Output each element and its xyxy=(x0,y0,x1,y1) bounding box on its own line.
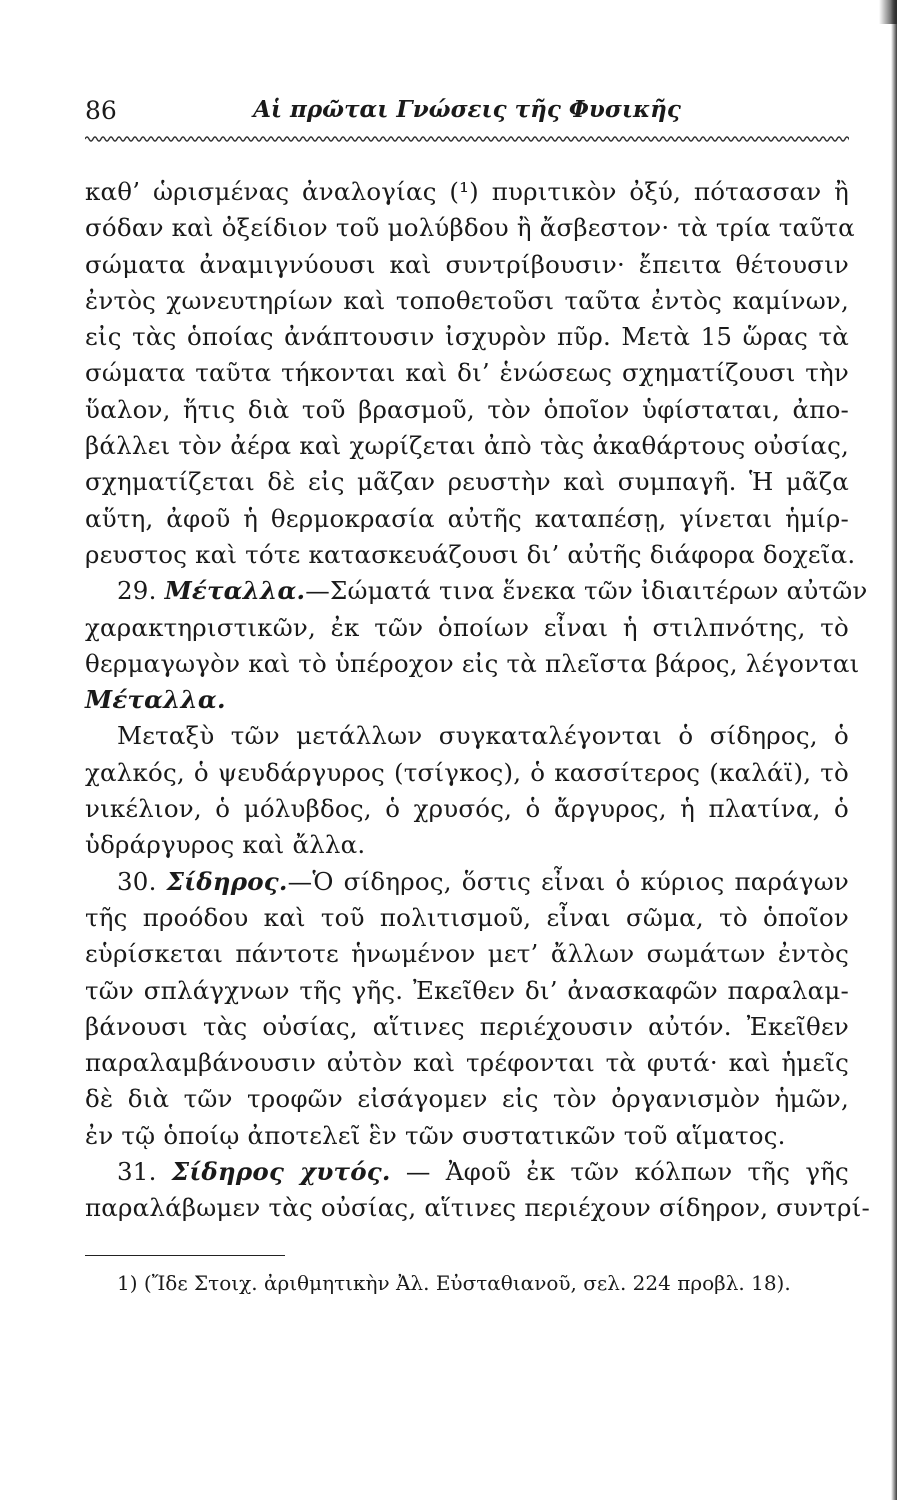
text-line xyxy=(85,682,849,718)
line-text: ὑδράργυρος καὶ ἄλλα. xyxy=(85,830,366,860)
section-heading: Μέταλλα. xyxy=(164,576,306,606)
line-text: σώματα ταῦτα τήκονται καὶ δι’ ἑνώσεως σχηματίζουσι τὴν xyxy=(85,358,849,388)
text-line xyxy=(85,573,868,609)
line-text: εἰς τὰς ὁποίας ἀνάπτουσιν ἰσχυρὸν πῦρ. Μετὰ 15 ὥρας τὰ xyxy=(85,322,849,352)
line-text: ὕαλον, ἥτις διὰ τοῦ βρασμοῦ, τὸν ὁποῖον ὑφίσταται, ἀπο- xyxy=(85,394,849,424)
line-text: — Ἀφοῦ ἐκ τῶν κόλπων τῆς γῆς xyxy=(390,1157,849,1187)
body-text xyxy=(85,174,870,1227)
wavy-header-rule xyxy=(85,134,849,144)
text-line xyxy=(85,755,849,791)
line-text: —Σώματά τινα ἕνεκα τῶν ἰδιαιτέρων αὐτῶν xyxy=(305,576,868,606)
line-text: βάλλει τὸν ἀέρα καὶ χωρίζεται ἀπὸ τὰς ἀκαθάρτους οὐσίας, xyxy=(85,431,849,461)
text-line xyxy=(85,1045,849,1081)
running-title: Αἱ πρῶται Γνώσεις τῆς Φυσικῆς xyxy=(253,96,681,123)
section-number: 30. xyxy=(117,866,157,896)
line-text: χαλκός, ὁ ψευδάργυρος (τσίγκος), ὁ κασσίτερος (καλάϊ), τὸ xyxy=(85,757,849,787)
text-line xyxy=(85,973,849,1009)
text-line xyxy=(85,1081,849,1117)
text-line xyxy=(85,247,849,283)
text-line xyxy=(85,864,849,900)
footnote-rule xyxy=(85,1255,285,1256)
book-page xyxy=(85,92,870,1298)
text-line xyxy=(85,827,849,863)
text-line xyxy=(85,718,849,754)
line-text: παραλαμβάνουσιν αὐτὸν καὶ τρέφονται τὰ φυτά· καὶ ἡμεῖς xyxy=(85,1048,849,1078)
text-line xyxy=(85,174,849,210)
line-text: τῆς προόδου καὶ τοῦ πολιτισμοῦ, εἶναι σῶμα, τὸ ὁποῖον xyxy=(85,902,849,932)
section-number: 29. xyxy=(117,576,157,606)
section-heading: Μέταλλα. xyxy=(85,685,226,715)
text-line xyxy=(85,900,849,936)
line-text: καθ’ ὡρισμένας ἀναλογίας (¹) πυριτικὸν ὀξύ, πότασσαν ἢ xyxy=(85,177,849,206)
text-line xyxy=(85,1009,849,1045)
section-heading: Σίδηρος χυτός. xyxy=(171,1157,391,1187)
line-text: παραλάβωμεν τὰς οὐσίας, αἵτινες περιέχουν σίδηρον, συντρί- xyxy=(85,1193,870,1223)
text-line xyxy=(85,791,849,827)
line-text: χαρακτηριστικῶν, ἐκ τῶν ὁποίων εἶναι ἡ στιλπνότης, τὸ xyxy=(85,612,849,642)
text-line xyxy=(85,355,849,391)
section-number: 31. xyxy=(117,1157,157,1187)
text-line xyxy=(85,646,860,682)
text-line xyxy=(85,1190,870,1226)
text-line xyxy=(85,1154,849,1190)
page-number: 86 xyxy=(85,96,117,125)
running-head xyxy=(85,92,849,132)
section-heading: Σίδηρος. xyxy=(166,866,288,896)
text-line xyxy=(85,1118,849,1154)
line-text: δὲ διὰ τῶν τροφῶν εἰσάγομεν εἰς τὸν ὀργανισμὸν ἡμῶν, xyxy=(85,1084,849,1114)
line-text: θερμαγωγὸν καὶ τὸ ὑπέροχον εἰς τὰ πλεῖστα βάρος, λέγονται xyxy=(85,648,860,678)
text-line xyxy=(85,210,855,246)
line-text: σώματα ἀναμιγνύουσι καὶ συντρίβουσιν· ἔπειτα θέτουσιν xyxy=(85,249,849,279)
text-line xyxy=(85,537,856,573)
line-text: σχηματίζεται δὲ εἰς μᾶζαν ρευστὴν καὶ συμπαγῆ. Ἡ μᾶζα xyxy=(85,467,849,497)
line-text: σόδαν καὶ ὀξείδιον τοῦ μολύβδου ἢ ἄσβεστον· τὰ τρία ταῦτα xyxy=(85,213,855,243)
text-line xyxy=(85,464,849,500)
line-text: νικέλιον, ὁ μόλυβδος, ὁ χρυσός, ὁ ἄργυρος, ἡ πλατίνα, ὁ xyxy=(85,794,849,824)
line-text: ρευστος καὶ τότε κατασκευάζουσι δι’ αὐτῆς διάφορα δοχεῖα. xyxy=(85,539,856,569)
text-line xyxy=(85,936,849,972)
text-line xyxy=(85,428,849,464)
line-text: αὕτη, ἀφοῦ ἡ θερμοκρασία αὐτῆς καταπέσῃ, γίνεται ἡμίρ- xyxy=(85,503,849,533)
text-line xyxy=(85,392,849,428)
text-line xyxy=(85,319,849,355)
line-text: Μεταξὺ τῶν μετάλλων συγκαταλέγονται ὁ σίδηρος, ὁ xyxy=(117,721,849,751)
line-text: εὑρίσκεται πάντοτε ἡνωμένον μετ’ ἄλλων σωμάτων ἐντὸς xyxy=(85,939,849,969)
page-edge-shadow xyxy=(891,0,897,1500)
line-text: βάνουσι τὰς οὐσίας, αἵτινες περιέχουσιν αὐτόν. Ἐκεῖθεν xyxy=(85,1011,849,1041)
text-line xyxy=(85,610,849,646)
line-text: τῶν σπλάγχνων τῆς γῆς. Ἐκεῖθεν δι’ ἀνασκαφῶν παραλαμ- xyxy=(85,975,849,1005)
line-text: ἐν τῷ ὁποίῳ ἀποτελεῖ ἓν τῶν συστατικῶν τοῦ αἵματος. xyxy=(85,1120,786,1150)
text-line xyxy=(85,501,849,537)
footnote: 1) (Ἴδε Στοιχ. ἀριθμητικὴν Ἀλ. Εὐσταθιανοῦ, σελ. 224 προβλ. 18). xyxy=(117,1270,791,1295)
line-text: ἐντὸς χωνευτηρίων καὶ τοποθετοῦσι ταῦτα ἐντὸς καμίνων, xyxy=(85,285,849,315)
text-line xyxy=(85,283,849,319)
line-text: —Ὁ σίδηρος, ὅστις εἶναι ὁ κύριος παράγων xyxy=(287,866,849,896)
page-corner-shadow xyxy=(879,0,897,24)
